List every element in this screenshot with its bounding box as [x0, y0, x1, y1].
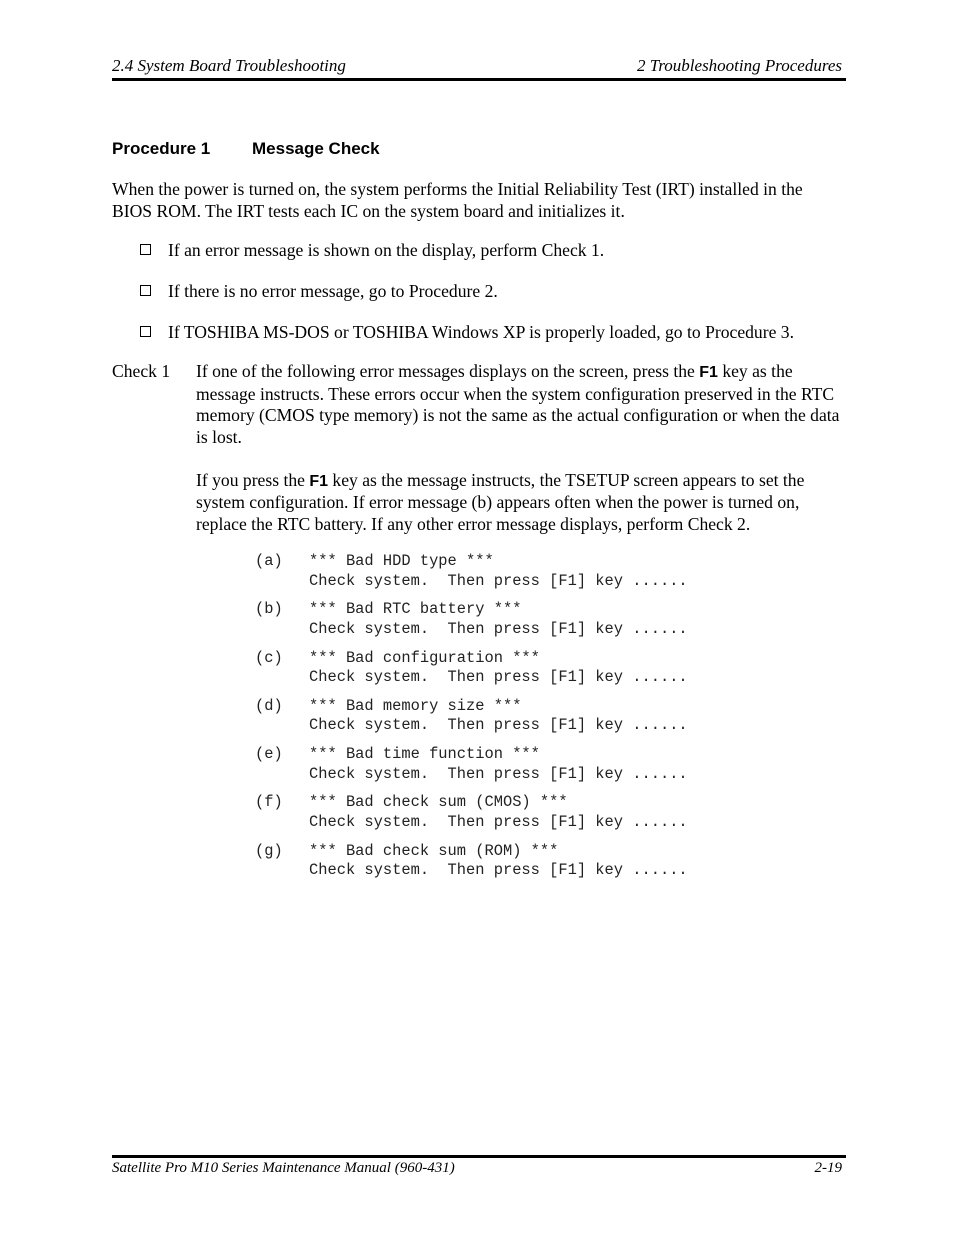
message-line-1: *** Bad check sum (CMOS) ***	[309, 793, 568, 812]
page-number: 2-19	[814, 1160, 842, 1176]
message-line-1: *** Bad memory size ***	[309, 696, 522, 715]
message-line-1: *** Bad RTC battery ***	[309, 600, 522, 619]
check-text: key as the message instructs. These errors occur when the system configuration preserved in the RTC memory (CMOS type memory) is not the same as the actual configuration or when the data is lost.	[196, 361, 840, 447]
check-text: key as the message instructs, the TSETUP screen appears to set the system configuration. If error message (b) appears often when the power is turned on, replace the RTC battery. If any other error message displays, perform Check 2.	[196, 469, 805, 534]
message-line-1: *** Bad time function ***	[309, 745, 540, 764]
procedure-title: Message Check	[252, 139, 380, 158]
message-line-2: Check system. Then press [F1] key ......	[309, 668, 688, 687]
f1-key: F1	[699, 364, 718, 381]
check-label: Check 1	[112, 361, 171, 381]
bullet-text: If there is no error message, go to Procedure 2.	[168, 281, 498, 301]
message-tag: (g)	[255, 841, 283, 860]
check-body	[196, 361, 846, 535]
message-line-2: Check system. Then press [F1] key ......	[309, 764, 688, 783]
checkbox-bullet-icon	[140, 244, 151, 255]
message-tag: (b)	[255, 600, 283, 619]
f1-key: F1	[309, 472, 329, 490]
message-line-2: Check system. Then press [F1] key ......	[309, 571, 688, 590]
bullet-text: If TOSHIBA MS-DOS or TOSHIBA Windows XP is properly loaded, go to Procedure 3.	[168, 322, 794, 342]
message-line-1: *** Bad HDD type ***	[309, 552, 494, 570]
running-footer	[112, 1160, 846, 1180]
header-chapter-title: 2 Troubleshooting Procedures	[637, 56, 842, 75]
message-line-1: *** Bad configuration ***	[309, 648, 540, 667]
message-tag: (c)	[255, 648, 283, 667]
checkbox-bullet-icon	[140, 285, 151, 296]
message-line-2: Check system. Then press [F1] key ......	[309, 619, 688, 638]
message-line-2: Check system. Then press [F1] key ......	[309, 861, 688, 880]
checkbox-bullet-icon	[140, 326, 151, 337]
footer-manual-title: Satellite Pro M10 Series Maintenance Manual (960-431)	[112, 1160, 455, 1176]
check-text: If one of the following error messages displays on the screen, press the	[196, 361, 700, 381]
check-paragraph-1	[196, 361, 846, 448]
message-line-1: *** Bad check sum (ROM) ***	[309, 841, 559, 860]
message-tag: (e)	[255, 745, 283, 764]
footer-divider	[112, 1155, 846, 1158]
message-line-2: Check system. Then press [F1] key ......	[309, 716, 688, 735]
message-tag: (a)	[255, 552, 283, 570]
running-header	[112, 56, 846, 80]
procedure-number: Procedure 1	[112, 139, 211, 158]
bullet-text: If an error message is shown on the display, perform Check 1.	[168, 240, 605, 260]
message-tag: (f)	[255, 793, 283, 812]
header-divider	[112, 78, 846, 81]
check-paragraph-2	[196, 470, 846, 536]
message-line-2: Check system. Then press [F1] key ......	[309, 812, 688, 831]
check-text: If you press the	[196, 469, 310, 490]
header-section-title: 2.4 System Board Troubleshooting	[112, 56, 346, 75]
intro-paragraph: When the power is turned on, the system performs the Initial Reliability Test (IRT) installed in the BIOS ROM. The IRT tests each IC on the system board and initializes it.	[112, 179, 803, 221]
message-tag: (d)	[255, 696, 283, 715]
